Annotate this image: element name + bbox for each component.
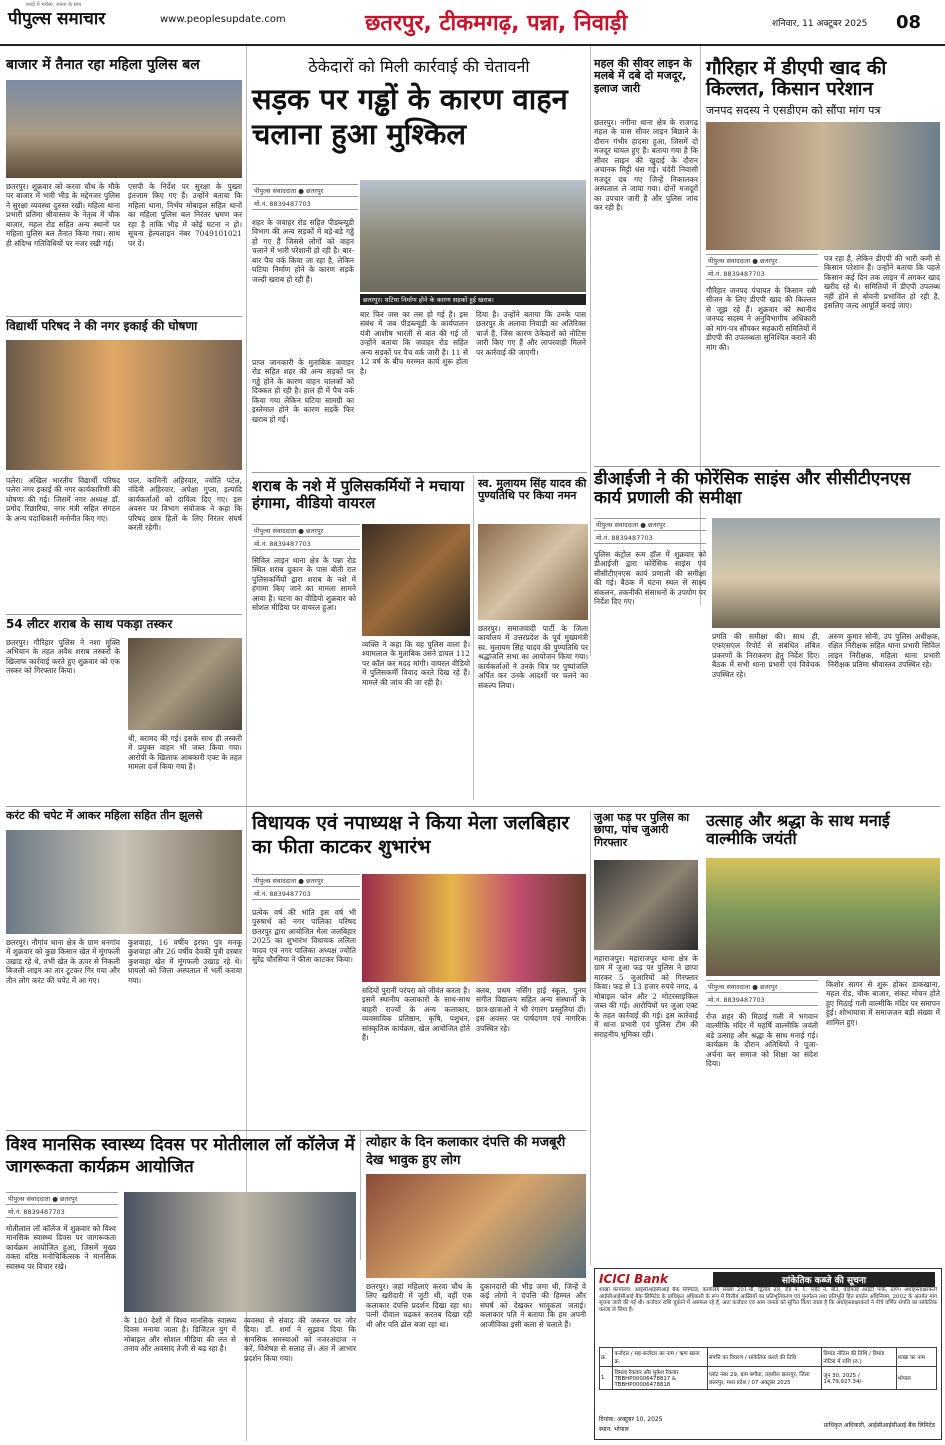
body: व्यवस्था से संवाद की जरूरत पर जोर दिया। डॉ. शर्मा ने सुझाव दिया कि मानसिक समस्याओं को नजरअंदाज न करें, विशेषज्ञ से सलाह लें। अंत में आभार प्रदर्शन किया गया। [244, 1316, 356, 1363]
table-header: शाखा का नाम [896, 1348, 936, 1367]
body: छतरपुर। नौगांव थाना क्षेत्र के ग्राम धनगांव में शुक्रवार को कुछ किसान खेत में मूंगफली उखाड़ रहे थे, तभी खेत के ऊपर से निकली बिजली लाइन का तार टूटकर गिर गया और तीन लोग करंट की चपेट में आ गए। [6, 938, 120, 985]
headline: विधायक एवं नपाध्यक्ष ने किया मेला जलबिहार का फीता काटकर शुभारंभ [252, 812, 570, 858]
article-road-potholes [252, 58, 586, 473]
body: महाराजपुर। महाराजपुर थाना क्षेत्र के ग्राम में जुआ फड़ पर पुलिस ने छापा मारकर 5 जुआरियों को गिरफ्तार किया। फड़ से 13 हजार रुपये नगद, 4 मोबाइल फोन और 2 मोटरसाइकिल जब्त की गई। आरोपियों पर जुआ एक्ट के तहत कार्रवाई की गई। इस कार्रवाई में थाना प्रभारी एवं पुलिस टीम की सराहनीय भूमिका रही। [594, 954, 698, 1039]
body: शहर के जवाहर रोड सहित पीडब्ल्यूडी विभाग की अन्य सड़कों में बड़े-बड़े गड्ढे हो गए हैं जिससे लोगों को वाहन चलाने में भारी परेशानी हो रही है। बार-बार पैच वर्क किया जा रहा है, लेकिन घटिया निर्माण होने के कारण सड़कें जल्दी खराब हो रही हैं। [252, 218, 354, 284]
photo-artist-couple [366, 1174, 586, 1278]
article-valmiki-jayanti [706, 812, 940, 1267]
body: पलेरा। अखिल भारतीय विद्यार्थी परिषद पलेरा नगर इकाई की नगर कार्यकारिणी की घोषणा की गई। जिसमें नगर अध्यक्ष डॉ. प्रमोद रिछारिया, नगर मंत्री सहित संगठन के अन्य पदाधिकारी मनोनीत किए गए। [6, 476, 120, 523]
article-dap-shortage [706, 58, 940, 468]
photo-viral-video [362, 524, 470, 636]
site-link[interactable]: www.peoplesupdate.com [160, 14, 286, 25]
headline: शराब के नशे में पुलिसकर्मियों ने मचाया हंगामा, वीडियो वायरल [252, 477, 465, 512]
body: छतरपुर। जहां महिलाएं करवा चौथ के लिए खरीदारी में जुटी थीं, वहीं एक कलाकार दंपत्ति प्रदर्शन दिखा रहा था। पत्नी दीवाल चढ़कर करतब दिखा रही थी और पति ढोल बजा रहा था। [366, 1282, 472, 1329]
issue-date: शनिवार, 11 अक्टूबर 2025 [772, 19, 868, 29]
table-header: डिमांड नोटिस की तिथि / डिमांड नोटिस में राशि (रु.) [822, 1348, 896, 1367]
notice-title: सांकेतिक कब्जे की सूचना [713, 1272, 935, 1287]
masthead [0, 0, 945, 46]
body: छतरपुर। नगीना थाना क्षेत्र के राजगढ़ महल के पास सीवर लाइन बिछाने के दौरान गंभीर हादसा हुआ, जिसमें दो मजदूर घायल हुए हैं। बताया गया है कि सीवर लाइन की खुदाई के दौरान अचानक मिट्टी धंस गई। चंदेरी निवासी मजदूर दब गए जिन्हें निकालकर अस्पताल ले जाया गया। दोनों मजदूरों का उपचार जारी है और पुलिस जांच कर रही है। [594, 118, 698, 213]
body: किशोर सागर से शुरू होकर डाकखाना, महल रोड, चौक बाजार, संकट मोचन होते हुए मिठाई गली वाल्मीकि मंदिर पर समापन हुई। शोभायात्रा में समाजजन बड़ी संख्या में शामिल हुए। [826, 980, 940, 1027]
headline: त्योहार के दिन कलाकार दंपत्ति की मजबूरी देख भावुक हुए लोग [366, 1135, 566, 1168]
headline: डीआईजी ने की फोरेंसिक साइंस और सीसीटीएनएस कार्य प्रणाली की समीक्षा [594, 469, 911, 509]
body: प्रगति की समीक्षा की। साथ ही, एफएसएल रिपोर्ट से संबंधित लंबित प्रकरणों के निराकरण हेतु निर्देश दिए। बैठक में सभी थाना प्रभारी एवं विवेचक उपस्थित रहे। [712, 632, 820, 679]
photo-caption: छतरपुर। घटिया निर्माण होने के कारण सड़कों हुई खराब। [360, 294, 586, 305]
photo-farmers [706, 122, 940, 250]
body: छतरपुर। शुक्रवार को करवा चौथ के मौके पर बाजार में भारी भीड़ के मद्देनजर पुलिस ने सुरक्षा व्यवस्था दुरुस्त रखी। महिला थाना प्रभारी प्रतिमा श्रीवास्तव के नेतृत्व में चौक बाजार, महल रोड सहित अन्य स्थानों पर महिला पुलिस बल तैनात किया गया। साथ ही संदिग्ध गतिविधियों पर नजर रखी गई। [6, 182, 120, 248]
photo-hospital [6, 830, 242, 934]
article-electric-shock [6, 810, 242, 1155]
headline: महल की सीवर लाइन के मलबे में दबे दो मजदूर, इलाज जारी [594, 57, 692, 95]
body: क्लब, प्रथम नर्सिंग हाई स्कूल, पूनम संगीत विद्यालय सहित अन्य संस्थानों के छात्र-छात्राओं ने भी रंगारंग प्रस्तुतियां दीं। इस अवसर पर पार्षदगण एवं नागरिक उपस्थित रहे। [476, 986, 586, 1033]
headline: 54 लीटर शराब के साथ पकड़ा तस्कर [6, 617, 173, 631]
body: पुलिस कंट्रोल रूम हॉल में शुक्रवार को डीआईजी द्वारा फोरेंसिक साइंस एवं सीसीटीएनएस कार्य प्रणाली की समीक्षा की गई। बैठक में घटना स्थल से साक्ष्य संकलन, तकनीकी संसाधनों के उपयोग पर निर्देश दिए गए। [594, 550, 706, 607]
headline: उत्साह और श्रद्धा के साथ मनाई वाल्मीकि जयंती [706, 811, 890, 848]
article-artist-couple [366, 1134, 586, 1396]
article-abvp-unit [6, 320, 242, 616]
body: कुशवाहा, 16 वर्षीय इरफ़ा पुत्र मनकू कुशवाहा और 26 वर्षीय देवकी पुत्री दरबार कुशवाहा खेत में मूंगफली उखाड़ रहे थे। घायलों को जिला अस्पताल में भर्ती कराया गया। [128, 938, 242, 985]
article-jalbihar-fair [252, 812, 586, 1134]
photo-gamblers [594, 860, 698, 950]
masthead-tagline: शब्दों में भरोसा, जनता के साथ [26, 2, 82, 8]
photo-valmiki [706, 858, 940, 976]
body: व्यक्ति ने कहा कि यह पुलिस वाला है। श्यामलाल के मुताबिक उसने डायल 112 पर कॉल कर मदद मांगी। वायरल वीडियो में पुलिसकर्मी विवाद करते दिख रहे हैं। मामले की जांच की जा रही है। [362, 640, 470, 687]
notice-signatory: प्राधिकृत अधिकारी, आईसीआईसीआई बैंक लिमिटेड [823, 1422, 935, 1429]
article-dig-review [594, 470, 940, 804]
byline-phone: मो.नं. 8839487703 [252, 198, 358, 210]
body: के 180 देशों में विश्व मानसिक स्वास्थ्य दिवस मनाया जाता है। डिजिटल युग में मोबाइल और सोशल मीडिया की लत से तनाव और अवसाद तेजी से बढ़ रहा है। [124, 1316, 236, 1354]
body: पत्र रहा है, लेकिन डीएपी की भारी कमी से किसान परेशान हैं। उन्होंने बताया कि पहले किसान कई दिन तक लाइन में लगकर खाद खरीद रहे थे। समितियों में डीएपी उपलब्ध नहीं होने से बोवनी प्रभावित हो रही है, इसलिए जल्द आपूर्ति कराई जाए। [824, 254, 940, 311]
article-mental-health [6, 1134, 356, 1396]
body: छतरपुर। गौरिहार पुलिस ने नशा मुक्ति अभियान के तहत अवैध शराब तस्करों के खिलाफ कार्रवाई करते हुए शुक्रवार को एक तस्कर को गिरफ्तार किया। [6, 638, 120, 676]
table-header: कर्जदार / सह-कर्जदार का नाम / ऋण खाता क्र. [613, 1348, 707, 1367]
table-row [600, 1367, 937, 1390]
table-cell: 1 [600, 1367, 613, 1390]
article-market-police [6, 58, 242, 318]
photo-seminar [124, 1192, 356, 1312]
photo-smuggler [128, 638, 242, 730]
bank-logo: ICICI Bank [599, 1272, 668, 1286]
photo-tribute [478, 524, 588, 620]
photo-ribbon-cutting [362, 874, 586, 982]
notice-text: शाखा कार्यालय: आईसीआईसीआई बैंक लिमिटेड, कार्यालय संख्या 201-बी, द्वितीय तल, रोड नं. 1, प्लॉट नं. बी3, वाईफाई आईटी पार्क, ठाणे। अधोहस्ताक्षरकर्ता आईसीआईसीआई बैंक लिमिटेड के प्राधिकृत अधिकारी के रूप में वित्तीय आस्तियों का प्रतिभूतिकरण एवं पुनर्गठन तथा प्रतिभूति हित प्रवर्तन अधिनियम, 2002 के अंतर्गत मांग सूचना जारी की गई थी। कर्जदार राशि चुकाने में असफल रहे हैं, अतः कर्जदार एवं आम जनता को सूचित किया जाता है कि अधोहस्ताक्षरकर्ता ने नीचे वर्णित संपत्ति का सांकेतिक कब्जा ले लिया है। [599, 1287, 937, 1313]
table-cell: जून 30, 2025 / 14,79,927.34/- [822, 1367, 896, 1390]
body: एसपी के निर्देश पर सुरक्षा के पुख्ता इंतजाम किए गए हैं। उन्होंने बताया कि महिला थाना, निर्भय मोबाइल सहित थानों का महिला पुलिस बल निरंतर भ्रमण कर रहा है ताकि भीड़ में कोई घटना न हो। सूचना हेल्पलाइन नंबर 7049101021 पर दें। [128, 182, 242, 248]
byline-phone: मो.नं. 8839487703 [706, 994, 818, 1006]
table-cell: प्लॉट नंबर 29, ग्राम बगौता, तहसील छतरपुर, जिला छतरपुर, मध्य प्रदेश / 07 अक्टूबर 2025 [707, 1367, 822, 1390]
table-header: संपत्ति का विवरण / सांकेतिक कब्जे की तिथि [707, 1348, 822, 1367]
article-mulayam-tribute [478, 478, 588, 804]
headline: गौरिहार में डीएपी खाद की किल्लत, किसान परेशान [706, 57, 887, 101]
body: सिविल लाइन थाना क्षेत्र के पन्ना रोड स्थित शराब दुकान के पास बीती रात पुलिसकर्मियों द्वारा शराब के नशे में हंगामा किए जाने का मामला सामने आया है। घटना का वीडियो शुक्रवार को सोशल मीडिया पर वायरल हुआ। [252, 556, 356, 613]
body: प्रत्येक वर्ष की भांति इस वर्ष भी पुरुषार्थ को नगर पालिका परिषद छतरपुर द्वारा आयोजित मेला जलबिहार 2025 का शुभारंभ विधायक ललिता यादव एवं नगर पालिका अध्यक्ष ज्योति सुरेंद्र चौरसिया ने फीता काटकर किया। [252, 908, 356, 965]
deck: जनपद सदस्य ने एसडीएम को सौंपा मांग पत्र [706, 103, 881, 117]
photo-market [6, 80, 242, 178]
headline: बाजार में तैनात रहा महिला पुलिस बल [6, 57, 200, 73]
body: बार फिर जस का तस हो गई है। इस संबंध में जब पीडब्ल्यूडी के कार्यपालन यंत्री आशीष भारती से बात की गई तो उन्होंने बताया कि जवाहर रोड सहित अन्य सड़कों पर पैच वर्क जारी है। 11 से 12 वर्ष के बीच मरम्मत कार्य शुरू होता है। [360, 310, 468, 376]
byline-phone: मो.नं. 8839487703 [594, 532, 706, 544]
body: प्राप्त जानकारी के मुताबिक जवाहर रोड सहित शहर की अन्य सड़कों पर गड्ढे होने के कारण वाहन चालकों को दिक्कत हो रही है। हाल ही में पैच वर्क किया गया लेकिन घटिया सामग्री का इस्तेमाल होने के कारण सड़कें फिर खराब हो गईं। [252, 358, 354, 424]
article-liquor-smuggler [6, 618, 242, 808]
photo-road [360, 180, 586, 292]
page-number: 08 [896, 12, 922, 33]
headline: स्व. मुलायम सिंह यादव की पुण्यतिथि पर किया नमन [478, 477, 587, 503]
headline: विद्यार्थी परिषद ने की नगर इकाई की घोषणा [6, 319, 198, 333]
body: मोतीलाल लॉ कॉलेज में शुक्रवार को विश्व मानसिक स्वास्थ्य दिवस पर जागरूकता कार्यक्रम आयोजित हुआ, जिसमें मुख्य वक्ता वरिष्ठ मनोचिकित्सक ने मानसिक स्वास्थ्य पर विचार रखे। [6, 1224, 116, 1271]
byline: पीपुल्स संवाददाता ● छतरपुर [706, 980, 818, 993]
article-sewer-accident [594, 58, 698, 478]
table-cell: विमला रैकवार और मुकेश रैकवार TBBHP00006478817 & TBBHP00006478818 [613, 1367, 707, 1390]
masthead-logo[interactable]: पीपुल्स समाचार [8, 9, 106, 29]
body: थी, बरामद की गई। इसके साथ ही तस्करी में प्रयुक्त वाहन भी जब्त किया गया। आरोपी के खिलाफ आबकारी एक्ट के तहत मामला दर्ज किया गया है। [128, 734, 242, 772]
table-header-row [600, 1348, 937, 1367]
body: दिया है। उन्होंने बताया कि उनके पास छतरपुर के अलावा निवाड़ी का अतिरिक्त चार्ज है, जिस कारण ठेकेदारों को नोटिस जारी किए गए हैं और लापरवाही मिलने पर कार्रवाई की जाएगी। [476, 310, 586, 357]
body: रोज शहर की मिठाई गली में भगवान वाल्मीकि मंदिर में महर्षि वाल्मीकि जयंती बड़े उत्साह और श्रद्धा के साथ मनाई गई। कार्यक्रम के दौरान अतिथियों ने पूजा-अर्चना कर समाज को शिक्षा का संदेश दिया। [706, 1012, 818, 1069]
body: दुकानदारों की भीड़ जमा थी, जिन्हें वे कई लोगों ने दंपत्ति की हिम्मत और संघर्ष को देखकर भावुकता जताई। कलाकार पति ने बताया कि हम अपनी आजीविका इसी कला से चलाते हैं। [480, 1282, 586, 1329]
byline: पीपुल्स संवाददाता ● छतरपुर [252, 184, 358, 197]
article-gambling-raid [594, 812, 698, 1267]
body: पाल, कामिनी अहिरवार, ज्योति पटेल, नंदिनी अहिरवार, अपेक्षा गुप्ता, इत्यादि कार्यकर्ताओं को दायित्व दिए गए। इस अवसर पर विभाग संयोजक ने कहा कि परिषद छात्र हितों के लिए निरंतर संघर्ष करती रहेगी। [128, 476, 242, 533]
kicker: ठेकेदारों को मिली कार्रवाई की चेतावनी [308, 57, 530, 76]
byline: पीपुल्स संवाददाता ● छतरपुर [252, 874, 360, 887]
body: छतरपुर। समाजवादी पार्टी के जिला कार्यालय में उत्तरप्रदेश के पूर्व मुख्यमंत्री स्व. मुलायम सिंह यादव की पुण्यतिथि पर श्रद्धांजलि सभा का आयोजन किया गया। कार्यकर्ताओं ने उनके चित्र पर पुष्पांजलि अर्पित कर उनके आदर्शों पर चलने का संकल्प लिया। [478, 624, 588, 690]
byline: पीपुल्स संवाददाता ● छतरपुर [706, 254, 818, 267]
photo-meeting [712, 518, 940, 628]
headline: करंट की चपेट में आकर महिला सहित तीन झुलसे [6, 809, 203, 822]
byline-phone: मो.नं. 8839487703 [252, 888, 360, 900]
notice-place: स्थान: भोपाल [599, 1426, 629, 1433]
table-header: क्र. [600, 1348, 613, 1367]
photo-abvp [6, 340, 242, 470]
headline: जुआ फड़ पर पुलिस का छापा, पांच जुआरी गिरफ्तार [594, 811, 690, 849]
byline: पीपुल्स संवाददाता ● छतरपुर [594, 518, 706, 531]
body: सदियों पुरानी परंपरा को जीवंत करता है। इसमें स्थानीय कलाकारों के साथ-साथ बाहरी राज्यों के अन्य कलाकार, व्यवसायिक प्रतिष्ठान, कृषि, पशुधन, सांस्कृतिक कार्यक्रम, खेल आयोजित होते हैं। [362, 986, 470, 1043]
table-cell: भोपाल [896, 1367, 936, 1390]
byline: पीपुल्स संवाददाता ● छतरपुर [6, 1192, 118, 1205]
article-drunk-police [252, 478, 470, 804]
byline: पीपुल्स संवाददाता ● छतरपुर [252, 524, 360, 537]
notice-date: दिनांक: अक्टूबर 10, 2025 [599, 1416, 663, 1423]
headline: विश्व मानसिक स्वास्थ्य दिवस पर मोतीलाल लॉ कॉलेज में जागरूकता कार्यक्रम आयोजित [6, 1135, 355, 1178]
headline: सड़क पर गड्ढों के कारण वाहन चलाना हुआ मुश्किल [252, 81, 568, 152]
byline-phone: मो.नं. 8839487703 [252, 538, 360, 550]
bank-notice-ad [594, 1268, 942, 1440]
body: गौरिहार जनपद पंचायत के किसान रबी सीजन के लिए डीएपी खाद की किल्लत से जूझ रहे हैं। शुक्रवार को स्थानीय जनपद सदस्य ने अनुविभागीय अधिकारी को मांग-पत्र सौंपकर सहकारी समितियों में डीएपी की उपलब्धता सुनिश्चित कराने की मांग की। [706, 286, 816, 352]
byline-phone: मो.नं. 8839487703 [706, 268, 818, 280]
body: अरुण कुमार सोनी, उप पुलिस अधीक्षक, रक्षित निरीक्षक सहित थाना प्रभारी सिविल लाइन निरीक्षक, महिला थाना प्रभारी निरीक्षक प्रतिमा श्रीवास्तव उपस्थित रहे। [828, 632, 940, 670]
byline-phone: मो.नं. 8839487703 [6, 1206, 118, 1218]
notice-table [599, 1347, 937, 1390]
region-title: छतरपुर, टीकमगढ़, पन्ना, निवाड़ी [365, 11, 628, 36]
